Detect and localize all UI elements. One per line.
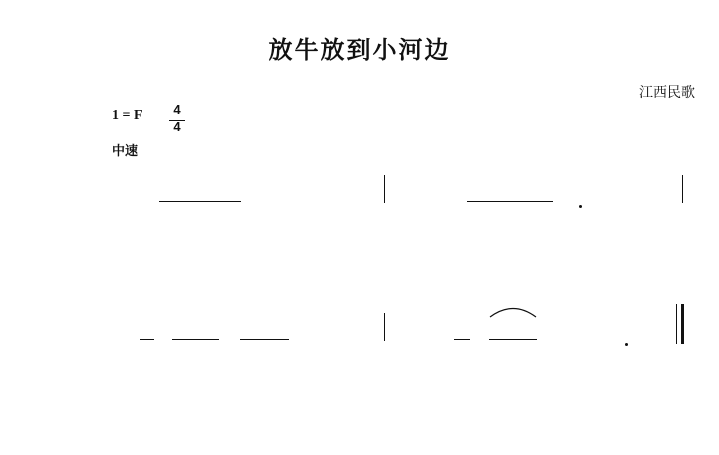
beam-underline (159, 201, 241, 202)
octave-dot (625, 343, 628, 346)
tempo-marking: 中速 (112, 144, 139, 159)
beam-underline (240, 339, 289, 340)
time-signature-top: 4 (173, 102, 181, 117)
slur-arc (488, 304, 538, 318)
barline (384, 175, 385, 203)
composer-credit: 江西民歌 (639, 85, 695, 101)
beam-underline (140, 339, 154, 340)
beam-underline (454, 339, 470, 340)
beam-underline (467, 201, 553, 202)
key-signature: 1 = F (112, 108, 143, 123)
song-title: 放牛放到小河边 (268, 35, 451, 64)
octave-dot (579, 205, 582, 208)
time-signature-bottom: 4 (173, 119, 181, 134)
beam-underline (172, 339, 219, 340)
final-barline-thick (681, 304, 684, 344)
barline (682, 175, 683, 203)
final-barline-thin (676, 304, 677, 344)
beam-underline (489, 339, 537, 340)
barline (384, 313, 385, 341)
